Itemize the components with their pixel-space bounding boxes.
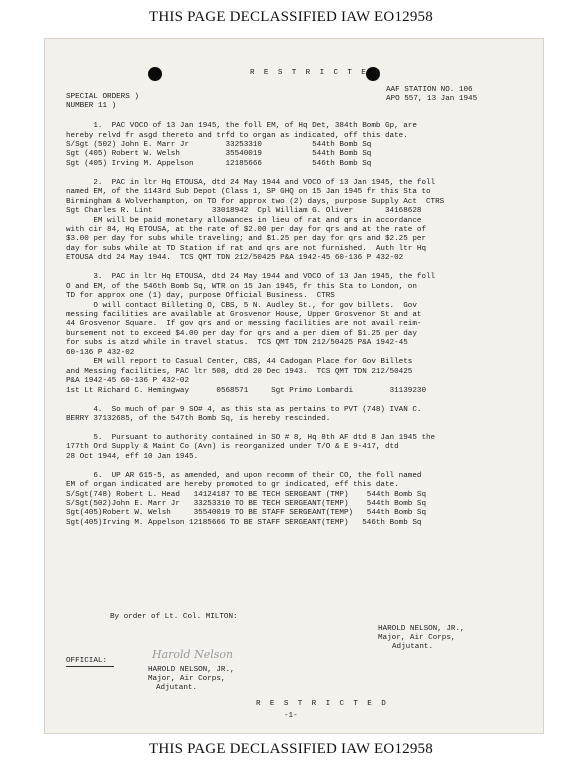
order-line: 4. So much of par 9 SO# 4, as this sta as pertains to PVT (748) IVAN C.: [66, 405, 422, 414]
order-line: $3.00 per day for subs while traveling; and $1.25 per day for qrs and $2.25 per: [66, 235, 427, 244]
order-line: O will contact Billeting O, CBS, 5 N. Audley St., for gov billets. Gov: [66, 301, 417, 310]
order-line: 1. PAC VOCO of 13 Jan 1945, the foll EM, of Hq Det, 384th Bomb Gp, are: [66, 122, 417, 130]
order-line: Sgt Charles R. Lint 33018942 Cpl William G. Oliver 34168628: [66, 207, 422, 216]
order-line: named EM, of the 1143rd Sub Depot (Class 1, SP GHQ on 15 Jan 1945 fr this Sta to: [66, 188, 431, 197]
order-line: 60-136 P 432-02: [66, 348, 135, 357]
order-line: Birmingham & Wolverhampton, on TD for approx two (2) days, purpose Supply Act CTRS: [66, 197, 445, 206]
order-line: S/Sgt (502) John E. Marr Jr 33253310 544th Bomb Sq: [66, 140, 372, 149]
official-title: Adjutant.: [156, 684, 198, 692]
official-underline: [66, 666, 114, 667]
order-line: BERRY 37132685, of the 547th Bomb Sq, is hereby rescinded.: [66, 414, 331, 423]
order-line: 2. PAC in ltr Hq ETOUSA, dtd 24 May 1944 and VOCO of 13 Jan 1945, the foll: [66, 178, 436, 187]
order-line: 1st Lt Richard C. Hemingway 0568571 Sgt Primo Lombardi 31139230: [66, 386, 427, 395]
order-line: for subs is atzd while in travel status. TCS QMT TDN 212/50425 P&A 1942-45: [66, 339, 408, 348]
official-rank: Major, Air Corps,: [148, 675, 226, 683]
order-line: day for subs while at TD Station if rat and qrs are not furnished. Auth ltr Hq: [66, 244, 427, 253]
official-label: OFFICIAL:: [66, 657, 108, 665]
order-line: TD for approx one (1) day, purpose Official Business. CTRS: [66, 292, 335, 301]
declassified-banner-bottom: THIS PAGE DECLASSIFIED IAW EO12958: [149, 741, 433, 757]
order-line: messing facilities are available at Grosvenor House, Upper Grosvenor St and at: [66, 311, 422, 319]
order-line: EM of organ indicated are hereby promoted to gr indicated, eff this date.: [66, 481, 399, 490]
order-line: 44 Grosvenor Square. If gov qrs and or messing facilities are not avail reim-: [66, 320, 422, 329]
order-line: Sgt (405) Irving M. Appelson 12185666 546th Bomb Sq: [66, 159, 372, 168]
order-line: hereby relvd fr asgd thereto and trfd to organ as indicated, off this date.: [66, 131, 408, 140]
order-line: ETOUSA dtd 24 May 1944. TCS QMT TDN 212/50425 P&A 1942-45 60-136 P 432-02: [66, 254, 404, 263]
order-line: 28 Oct 1944, eff 10 Jan 1945.: [66, 452, 199, 461]
order-line: 5. Pursuant to authority contained in SO # 8, Hq 8th AF dtd 8 Jan 1945 the: [66, 433, 436, 442]
adjutant-rank: Major, Air Corps,: [378, 634, 456, 642]
station-number: AAF STATION NO. 106: [386, 86, 473, 94]
official-name: HAROLD NELSON, JR.,: [148, 666, 235, 674]
adjutant-title: Adjutant.: [392, 643, 434, 651]
classification-footer: R E S T R I C T E D: [256, 700, 389, 708]
handwritten-signature: Harold Nelson: [152, 648, 234, 661]
order-line: and Messing facilities, PAC ltr 508, dtd 20 Dec 1943. TCS QMT TDN 212/50425: [66, 367, 413, 376]
order-line: Sgt(405)Irving M. Appelson 12185666 TO BE STAFF SERGEANT(TEMP) 546th Bomb Sq: [66, 518, 422, 527]
punch-hole: [148, 67, 162, 81]
by-order-line: By order of Lt. Col. MILTON:: [110, 613, 238, 621]
order-line: Sgt (405) Robert W. Welsh 35540019 544th Bomb Sq: [66, 150, 372, 159]
order-line: S/Sgt(502)John E. Marr Jr 33253310 TO BE TECH SERGEANT(TEMP) 544th Bomb Sq: [66, 500, 427, 508]
classification-header: R E S T R I C T E D: [250, 69, 383, 77]
order-number: NUMBER 11 ): [66, 102, 117, 110]
order-line: P&A 1942-45 60-136 P 432-02: [66, 377, 190, 386]
order-line: EM will report to Casual Center, CBS, 44 Cadogan Place for Gov Billets: [66, 358, 413, 367]
document-page: [44, 38, 544, 734]
order-line: 6. UP AR 615-5, as amended, and upon recomm of their CO, the foll named: [66, 471, 422, 480]
declassified-banner-top: THIS PAGE DECLASSIFIED IAW EO12958: [149, 9, 433, 25]
special-orders-label: SPECIAL ORDERS ): [66, 93, 139, 101]
order-line: bursement not to exceed $4.00 per day for qrs and a per diem of $1.25 per day: [66, 329, 417, 338]
adjutant-name: HAROLD NELSON, JR.,: [378, 625, 465, 633]
order-line: Sgt(405)Robert W. Welsh 35540019 TO BE STAFF SERGEANT(TEMP) 544th Bomb Sq: [66, 509, 427, 518]
page-number: -1-: [284, 712, 298, 720]
order-date: APO 557, 13 Jan 1945: [386, 95, 478, 103]
order-line: 177th Ord Supply & Maint Co (Avn) is reorganized under T/O & E 9-417, dtd: [66, 443, 399, 452]
order-line: 3. PAC in ltr Hq ETOUSA, dtd 24 May 1944 and VOCO of 13 Jan 1945, the foll: [66, 273, 436, 282]
order-line: O and EM, of the 546th Bomb Sq, WTR on 15 Jan 1945, fr this Sta to London, on: [66, 282, 417, 291]
order-line: with cir 84, Hq ETOUSA, at the rate of $2.00 per day for qrs and at the rate of: [66, 225, 427, 234]
order-line: EM will be paid monetary allowances in lieu of rat and qrs in accordance: [66, 216, 422, 225]
order-line: S/Sgt(748) Robert L. Head 14124187 TO BE TECH SERGEANT (TMP) 544th Bomb Sq: [66, 490, 427, 499]
